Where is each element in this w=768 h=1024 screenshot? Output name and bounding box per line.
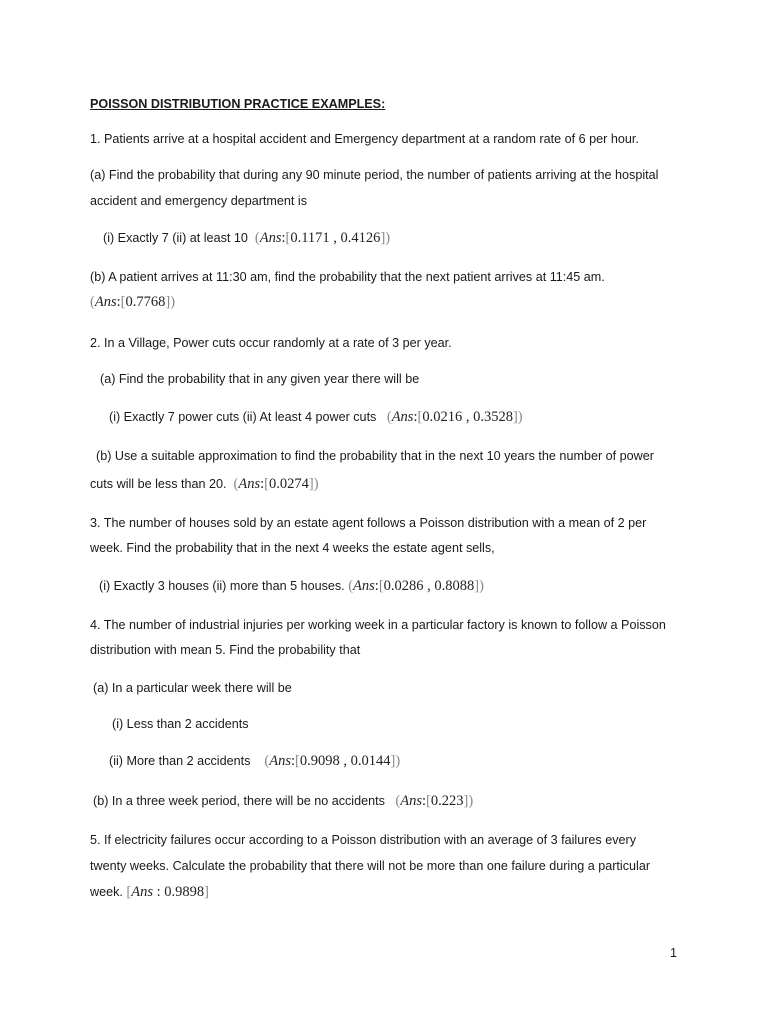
q4-a-answer: (Ans:[0.9098 , 0.0144]) — [264, 753, 401, 769]
q4-line1: 4. The number of industrial injuries per working week in a particular factory is known to follow a Poisson — [90, 618, 666, 632]
q1-b-answer-row — [90, 294, 175, 310]
q5-answer: [Ans : 0.9898] — [126, 884, 209, 900]
answer-label: Ans — [238, 476, 261, 492]
document-title: POISSON DISTRIBUTION PRACTICE EXAMPLES: — [90, 97, 386, 111]
answer-label: Ans — [259, 230, 282, 246]
q1-a-answer-value: 0.1171 , 0.4126 — [290, 230, 381, 246]
q3-line2: week. Find the probability that in the next 4 weeks the estate agent sells, — [90, 541, 495, 555]
q2-a-answer-value: 0.0216 , 0.3528 — [422, 409, 513, 425]
q1-intro: 1. Patients arrive at a hospital accident and Emergency department at a random rate of 6 per hour. — [90, 132, 639, 146]
answer-label: Ans — [400, 793, 423, 809]
q1-a-answer: (Ans:[0.1171 , 0.4126]) — [254, 230, 391, 246]
q1-b-answer-value: 0.7768 — [125, 294, 166, 310]
q2-a-parts-row — [109, 409, 523, 425]
q2-b-answer-value: 0.0274 — [268, 476, 309, 492]
q4-b-answer-value: 0.223 — [430, 793, 464, 809]
q5-line3-row — [90, 884, 209, 900]
q3-answer-value: 0.0286 , 0.8088 — [383, 578, 475, 594]
answer-label: Ans — [94, 294, 117, 310]
q5-answer-value: 0.9898 — [164, 884, 205, 900]
q1-b-line1: (b) A patient arrives at 11:30 am, find the probability that the next patient arrives at 11:45 am. — [90, 270, 605, 284]
q2-a-answer: (Ans:[0.0216 , 0.3528]) — [386, 409, 523, 425]
q2-b-answer: (Ans:[0.0274]) — [233, 476, 319, 492]
q5-line1: 5. If electricity failures occur according to a Poisson distribution with an average of 3 failures every — [90, 833, 636, 847]
q2-a-parts: (i) Exactly 7 power cuts (ii) At least 4 power cuts — [109, 410, 377, 424]
page-number: 1 — [670, 946, 678, 960]
q3-line1: 3. The number of houses sold by an estate agent follows a Poisson distribution with a mean of 2 per — [90, 516, 647, 530]
q4-b-row — [93, 793, 473, 809]
q2-intro: 2. In a Village, Power cuts occur randomly at a rate of 3 per year. — [90, 336, 452, 350]
q3-parts: (i) Exactly 3 houses (ii) more than 5 houses. — [99, 579, 345, 593]
q4-a-line: (a) In a particular week there will be — [93, 681, 292, 695]
answer-label: Ans — [353, 578, 375, 594]
answer-label: Ans — [391, 409, 414, 425]
q4-line2: distribution with mean 5. Find the probability that — [90, 643, 361, 657]
q2-a-line: (a) Find the probability that in any given year there will be — [100, 372, 420, 386]
q4-b-line: (b) In a three week period, there will be no accidents — [93, 794, 385, 808]
q1-b-answer: (Ans:[0.7768]) — [90, 294, 176, 310]
q2-b-line2-row — [90, 476, 319, 492]
q3-answer: (Ans:[0.0286 , 0.8088]) — [348, 578, 484, 594]
q2-b-line2: cuts will be less than 20. — [90, 477, 227, 491]
q5-line3: week. — [90, 885, 123, 899]
answer-label: Ans — [269, 753, 291, 769]
q4-b-answer: (Ans:[0.223]) — [395, 793, 474, 809]
q1-a-line2: accident and emergency department is — [90, 194, 308, 208]
q1-a-parts-row — [103, 230, 390, 246]
q3-parts-row — [99, 578, 484, 594]
q4-a-ii: (ii) More than 2 accidents — [109, 754, 251, 768]
q4-a-ii-row — [109, 753, 400, 769]
q4-a-answer-value: 0.9098 , 0.0144 — [299, 753, 391, 769]
q5-line2: twenty weeks. Calculate the probability that there will not be more than one failure during a particular — [90, 859, 651, 873]
answer-label: Ans — [131, 884, 153, 900]
q4-a-i: (i) Less than 2 accidents — [112, 717, 249, 731]
q1-a-parts: (i) Exactly 7 (ii) at least 10 — [103, 231, 248, 245]
q1-a-line1: (a) Find the probability that during any 90 minute period, the number of patients arriving at the hospital — [90, 168, 659, 182]
q2-b-line1: (b) Use a suitable approximation to find the probability that in the next 10 years the number of power — [96, 449, 654, 463]
